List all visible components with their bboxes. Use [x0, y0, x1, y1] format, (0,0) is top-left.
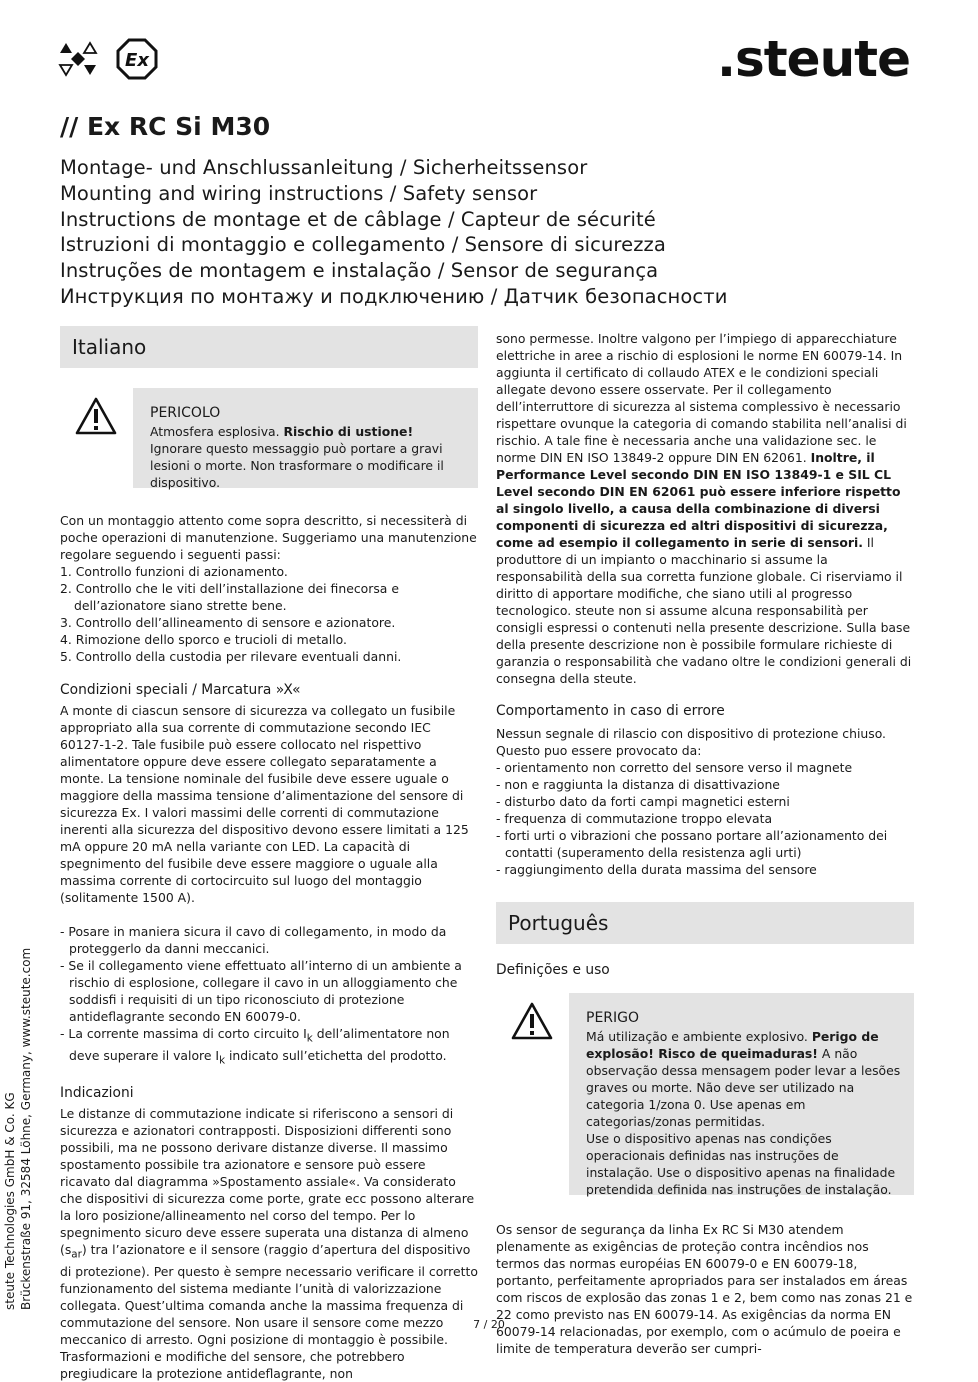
error-list: [496, 759, 914, 878]
section-heading-italiano: Italiano: [60, 326, 478, 368]
warning-text: [150, 423, 466, 491]
left-column: [60, 326, 478, 1382]
safety-sensor-symbol-icon: [58, 39, 98, 83]
list-item: - non e raggiunta la distanza di disattivazione: [496, 777, 780, 792]
danger-warning: [60, 388, 478, 488]
subtitle-it: Istruzioni di montaggio e collegamento / Sensore di sicurezza: [60, 233, 666, 257]
maintenance-steps: [60, 563, 478, 665]
subscript: ar: [71, 1248, 82, 1261]
subtitle-ru: Инструкция по монтажу и подключению / Датчик безопасности: [60, 284, 728, 308]
company-address: [2, 948, 34, 1310]
warning-text-bold: Perigo de explosão! Risco de queimaduras!: [586, 1029, 879, 1061]
warning-text: Use o dispositivo apenas nas condições operacionais definidas nas instruções de instalação. Use o dispositivo apenas na finalidade pretendida definida nas instruções de instalação.: [586, 1131, 896, 1197]
company-address-line: Brückenstraße 91, 32584 Löhne, Germany, www.steute.com: [19, 947, 33, 1310]
portugues-text: Os sensor de segurança da linha Ex RC Si M30 atendem plenamente as exigências de proteção contra incêndios nos termos das normas européias EN 60079-0 e EN 60079-18, portanto, perfeitamente apropriados para ser instalados em áreas com riscos de explosão das zonas 1 e 2, bem como nas zonas 21 e 22 como previsto nas EN 60079-14. As exigências da norma EN 60079-14 relacionadas, por exemplo, com o acúmulo de poeira e limite de temperatura deverão ser cumpri-: [496, 1222, 913, 1356]
warning-title: PERICOLO: [150, 405, 221, 421]
list-item: [60, 1025, 478, 1070]
indicazioni-text: [60, 1105, 478, 1382]
company-name: steute Technologies GmbH & Co. KG: [3, 1092, 17, 1310]
heading-definitions: Definições e uso: [496, 962, 610, 978]
subtitle-de: Montage- und Anschlussanleitung / Sicherheitssensor: [60, 156, 588, 179]
warning-text-part: Ignorare questo messaggio può portare a gravi lesioni o morte. Non trasformare o modificare il dispositivo.: [150, 441, 444, 490]
right-column: [496, 330, 914, 1357]
error-intro: Nessun segnale di rilascio con dispositivo di protezione chiuso. Questo puo essere provocato da:: [496, 726, 886, 758]
warning-text-part: Má utilização e ambiente explosivo.: [586, 1029, 812, 1044]
list-item: - forti urti o vibrazioni che possano portare all’azionamento dei contatti (superamento della resistenza agli urti): [496, 828, 888, 860]
text-bold: Inoltre, il Performance Level secondo DIN EN ISO 13849-1 e SIL CL Level secondo DIN EN 62061 può essere inferiore rispetto al singolo livello, a causa della combinazione di diversi componenti di sicurezza ed altri dispositivi di sicurezza, come ad esempio il collegamento in serie di sensori.: [496, 450, 901, 550]
list-item: - orientamento non corretto del sensore verso il magnete: [496, 760, 853, 775]
page-number: 7 / 20: [473, 1318, 505, 1331]
steute-logo: .steute: [717, 30, 910, 88]
text-part: sono permesse. Inoltre valgono per l’impiego di apparecchiature elettriche in aree a rischio di esplosioni le norme EN 60079-14. In aggiunta il certificato di collaudo ATEX e le condizioni speciali allegate devono essere osservate. Per il collegamento dell’interruttore di sicurezza al sistema complessivo è necessario rispettare ovunque la categoria di comando stabilita nell’analisi di rischio. A tale fine è necessaria anche una validazione sec. le norme DIN EN ISO 13849-2 oppure DIN EN 62061.: [496, 331, 907, 465]
warning-text: [586, 1028, 902, 1130]
subtitle-pt: Instruções de montagem e instalação / Sensor de segurança: [60, 259, 659, 283]
warning-text-part: A não observação dessa mensagem poder levar a lesões graves ou morte. Não deve ser utilizado na categoria 1/zona 0. Use apenas em categorias/zonas permitidas.: [586, 1046, 901, 1129]
list-item: - raggiungimento della durata massima del sensore: [496, 862, 817, 877]
warning-triangle-icon: [74, 396, 118, 440]
text-part: dell’alimentatore non deve superare il valore I: [69, 1026, 450, 1064]
subtitle-list: [60, 155, 727, 310]
warning-triangle-icon: [510, 1001, 554, 1045]
header-icons: [58, 38, 158, 84]
subtitle-en: Mounting and wiring instructions / Safety sensor: [60, 181, 538, 205]
list-item: - frequenza di commutazione troppo elevata: [496, 811, 773, 826]
ex-atex-icon: [116, 38, 158, 84]
warning-box: [569, 993, 914, 1195]
list-item: 5. Controllo della custodia per rilevare eventuali danni.: [60, 649, 402, 664]
special-conditions-text: A monte di ciascun sensore di sicurezza va collegato un fusibile appropriato alla sua corrente di commutazione secondo IEC 60127-1-2. Tale fusibile può essere collocato nel rispettivo alimentatore oppure deve essere collegato separatamente a monte. La tensione nominale del fusibile deve essere uguale o maggiore della massima tensione d’alimentazione del sensore di sicurezza Ex. I valori massimi delle correnti di commutazione inerenti alla sicurezza del dispositivo devono essere limitati a 125 mA oppure 20 mA nella variante con LED. La capacità di spegnimento del fusibile deve essere maggiore o uguale alla massima corrente di cortocircuito sul luogo del montaggio (solitamente 1500 A).: [60, 703, 469, 905]
list-item: 4. Rimozione dello sporco e trucioli di metallo.: [60, 632, 347, 647]
subscript: k: [219, 1054, 226, 1067]
heading-error-behaviour: Comportamento in caso di errore: [496, 703, 725, 719]
list-item: - Posare in maniera sicura il cavo di collegamento, in modo da proteggerlo da danni meccanici.: [60, 924, 447, 956]
continued-text: [496, 330, 914, 687]
list-item: 3. Controllo dell’allineamento di sensore e azionatore.: [60, 615, 396, 630]
warning-text-bold: Rischio di ustione!: [283, 424, 414, 439]
warning-text-part: Atmosfera esplosiva.: [150, 424, 284, 439]
text-part: Le distanze di commutazione indicate si riferiscono a sensori di sicurezza e azionatori contrapposti. Disposizioni differenti sono possibili, ma ne possono derivare distanze diverse. Il massimo spostamento possibile tra azionatore e sensore può essere ricavato dal diagramma »Spostamento assiale«. Va considerato che dispositivi di sicurezza come porte, grate ecc possono alterare la loro posizione/allineamento nel corso del tempo. Per lo spegnimento sicuro deve essere superata una distanza di almeno (s: [60, 1105, 475, 1257]
heading-indicazioni: Indicazioni: [60, 1084, 134, 1101]
list-item: - Se il collegamento viene effettuato all’interno di un ambiente a rischio di esplosione, collegare il cavo in un alloggiamento che soddisfi i requisiti di un tipo riconosciuto di protezione antideflagrante secondo EN 60079-0.: [60, 958, 462, 1024]
text-part: - La corrente massima di corto circuito I: [60, 1026, 307, 1041]
text-part: Il produttore di un impianto o macchinario si assume la responsabilità della sua corretta funzione globale. Ci riserviamo il diritto di apportare modifiche, che siano utili al progresso tecnologico. steute non si assume alcuna responsabilità per consigli espressi o contenuti nella presente descrizione. Sulla base della presente descrizione non è possibile formulare richieste di garanzia o responsabilità che vadano oltre le condizioni generali di consegna della steute.: [496, 535, 912, 686]
text-part: indicato sull’etichetta del prodotto.: [225, 1048, 447, 1064]
section-heading-portugues: Português: [496, 902, 914, 944]
subtitle-fr: Instructions de montage et de câblage / Capteur de sécurité: [60, 207, 656, 231]
list-item: - disturbo dato da forti campi magnetici esterni: [496, 794, 790, 809]
text-part: ) tra l’azionatore e il sensore (raggio d’apertura del dispositivo di protezione). Per questo è sempre necessario verificare il corretto funzionamento del sistema mediante l’unità di valorizzazione collegata. Quest’ultima comanda anche la massima frequenza di commutazione del sensore. Non usare il sensore come mezzo meccanico di arresto. Ogni posizione di montaggio è possibile. Trasformazioni e modifiche del sensore, che potrebbero pregiudicare la protezione antideflagrante, non: [60, 1241, 478, 1382]
heading-special-conditions: Condizioni speciali / Marcatura »X«: [60, 682, 301, 698]
maintenance-intro: Con un montaggio attento come sopra descritto, si necessiterà di poche operazioni di manutenzione. Suggeriamo una manutenzione regolare seguendo i seguenti passi:: [60, 513, 477, 562]
danger-warning-pt: [496, 993, 914, 1195]
warning-title: PERIGO: [586, 1010, 640, 1026]
svg-text:Ex: Ex: [125, 50, 149, 71]
list-item: 2. Controllo che le viti dell’installazione dei finecorsa e dell’azionatore siano strette bene.: [60, 581, 399, 613]
warning-box: [133, 388, 478, 488]
list-item: 1. Controllo funzioni di azionamento.: [60, 564, 288, 579]
subscript: k: [306, 1032, 313, 1045]
document-title: // Ex RC Si M30: [60, 112, 271, 141]
